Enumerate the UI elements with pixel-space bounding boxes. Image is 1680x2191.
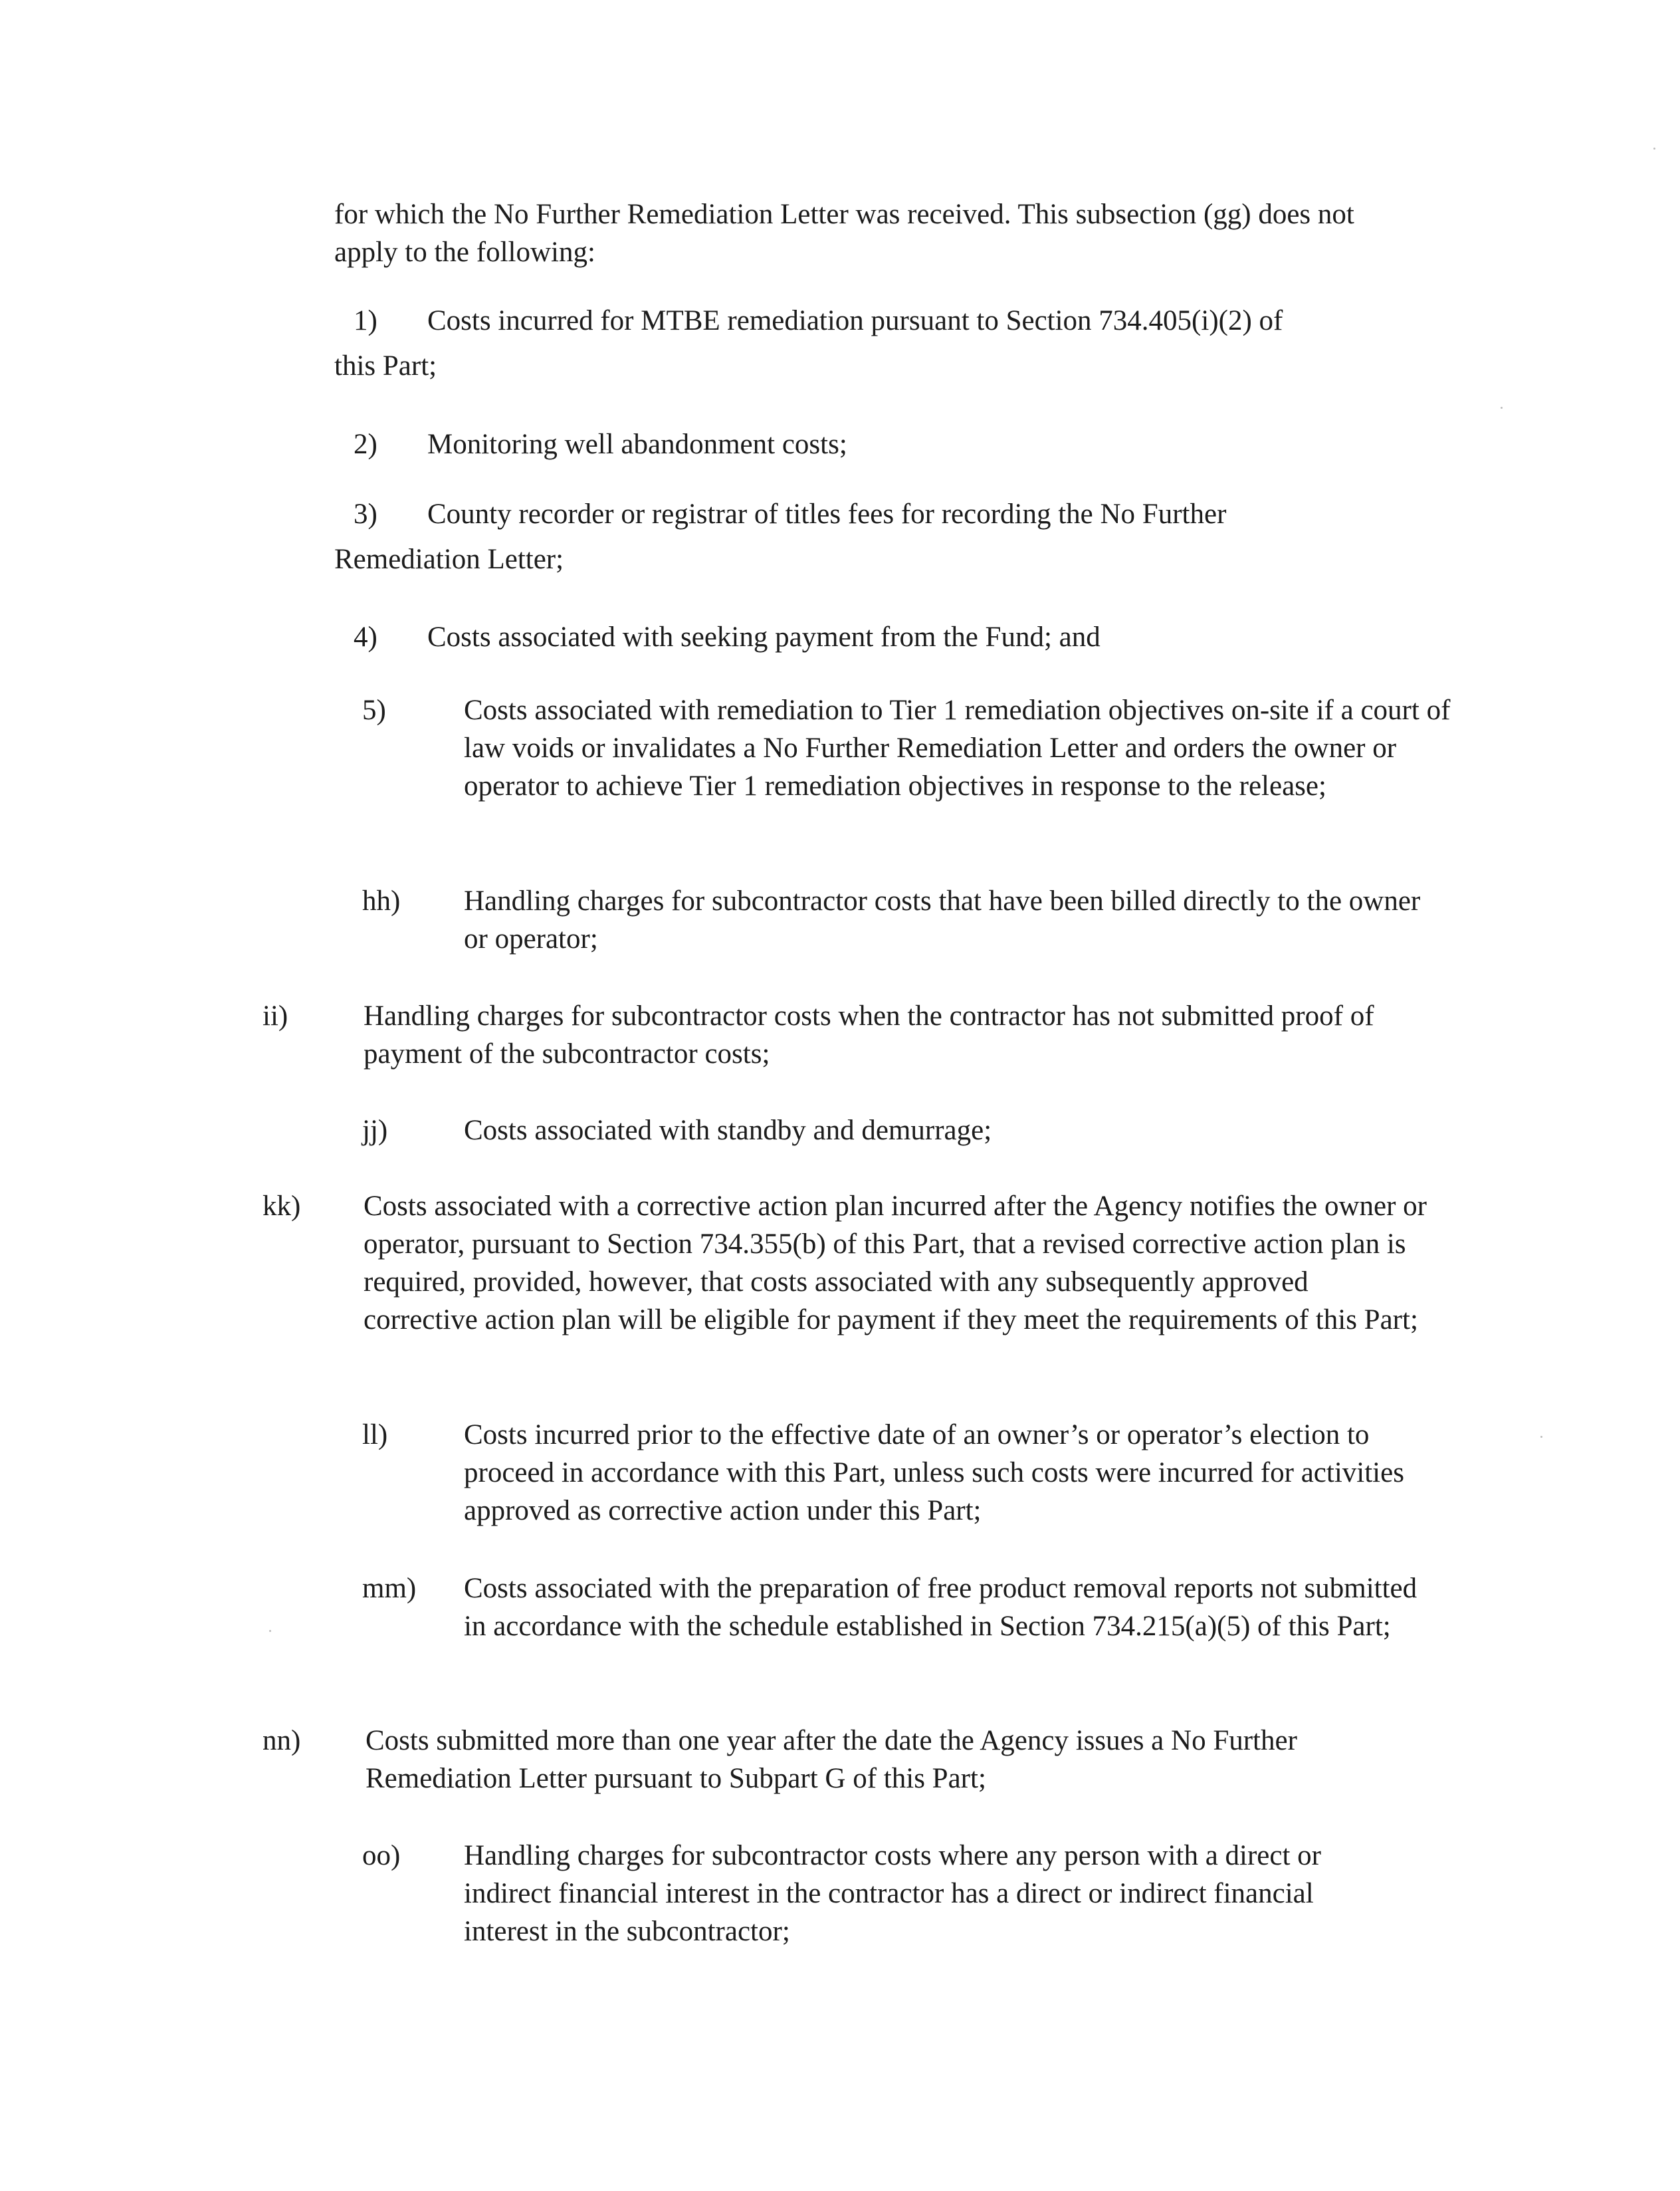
scan-speck	[1653, 148, 1655, 150]
sub-item-3-label: 3)	[354, 499, 377, 530]
item-oo	[362, 1837, 1459, 1956]
sub-item-1-text: Costs incurred for MTBE remediation pursuant to Section 734.405(i)(2) of	[427, 305, 1283, 336]
scan-speck	[1540, 1436, 1542, 1438]
item-oo-text: Handling charges for subcontractor costs where any person with a direct or indirect financial interest in the contractor has a direct or indirect financial interest in the subcontractor;	[464, 1840, 1321, 1947]
sub-item-2-text: Monitoring well abandonment costs;	[427, 429, 847, 460]
sub-item-1	[334, 302, 1371, 382]
item-jj	[362, 1111, 1459, 1151]
sub-item-1-label: 1)	[354, 305, 377, 336]
sub-item-3-continuation: Remediation Letter;	[334, 544, 564, 575]
sub-item-2-label: 2)	[354, 429, 377, 460]
item-mm-label: mm)	[362, 1573, 417, 1604]
item-nn-text: Costs submitted more than one year after the date the Agency issues a No Further Remediation Letter pursuant to Subpart G of this Part;	[366, 1725, 1297, 1794]
item-jj-text: Costs associated with standby and demurrage;	[464, 1115, 992, 1146]
item-nn	[262, 1722, 1459, 1801]
scan-speck	[1501, 407, 1503, 409]
sub-item-5	[362, 691, 1459, 851]
item-hh-text: Handling charges for subcontractor costs that have been billed directly to the owner or operator;	[464, 885, 1421, 955]
item-kk-label: kk)	[262, 1191, 301, 1222]
sub-item-5-label: 5)	[362, 695, 386, 726]
sub-item-2	[334, 425, 1371, 465]
scan-speck	[269, 1630, 271, 1632]
sub-item-4-label: 4)	[354, 622, 377, 653]
item-nn-label: nn)	[262, 1725, 301, 1756]
item-mm-text: Costs associated with the preparation of free product removal reports not submitted in accordance with the schedule established in Section 734.215(a)(5) of this Part;	[464, 1573, 1418, 1642]
sub-item-4	[334, 618, 1371, 658]
item-jj-label: jj)	[362, 1115, 388, 1146]
item-ll-text: Costs incurred prior to the effective date of an owner’s or operator’s election to proceed in accordance with this Part, unless such costs were incurred for activities approved as corrective action under this Part;	[464, 1419, 1404, 1526]
sub-item-4-text: Costs associated with seeking payment from the Fund; and	[427, 622, 1101, 653]
sub-item-1-continuation: this Part;	[334, 350, 437, 382]
item-ll-label: ll)	[362, 1419, 388, 1450]
item-ll	[362, 1416, 1459, 1536]
item-kk	[262, 1187, 1459, 1387]
item-oo-label: oo)	[362, 1840, 401, 1871]
intro-paragraph	[334, 195, 1358, 271]
item-ii	[262, 997, 1459, 1077]
item-hh	[362, 882, 1459, 962]
item-kk-text: Costs associated with a corrective action plan incurred after the Agency notifies the owner or operator, pursuant to Section 734.355(b) of this Part, that a revised corrective action plan is required, provided, however, that costs associated with any subsequently approved corrective action plan will be eligible for payment if they meet the requirements of this Part;	[364, 1191, 1427, 1335]
item-mm	[362, 1569, 1459, 1689]
sub-item-3-text: County recorder or registrar of titles fees for recording the No Further	[427, 499, 1227, 530]
sub-item-5-text: Costs associated with remediation to Tier 1 remediation objectives on-site if a court of law voids or invalidates a No Further Remediation Letter and orders the owner or operator to achieve Tier 1 remediation objectives in response to the release;	[464, 695, 1451, 802]
item-hh-label: hh)	[362, 885, 401, 917]
intro-text: for which the No Further Remediation Letter was received. This subsection (gg) does not apply to the following:	[334, 199, 1354, 268]
sub-item-3	[334, 495, 1371, 575]
item-ii-label: ii)	[262, 1000, 288, 1032]
item-ii-text: Handling charges for subcontractor costs when the contractor has not submitted proof of payment of the subcontractor costs;	[364, 1000, 1374, 1070]
